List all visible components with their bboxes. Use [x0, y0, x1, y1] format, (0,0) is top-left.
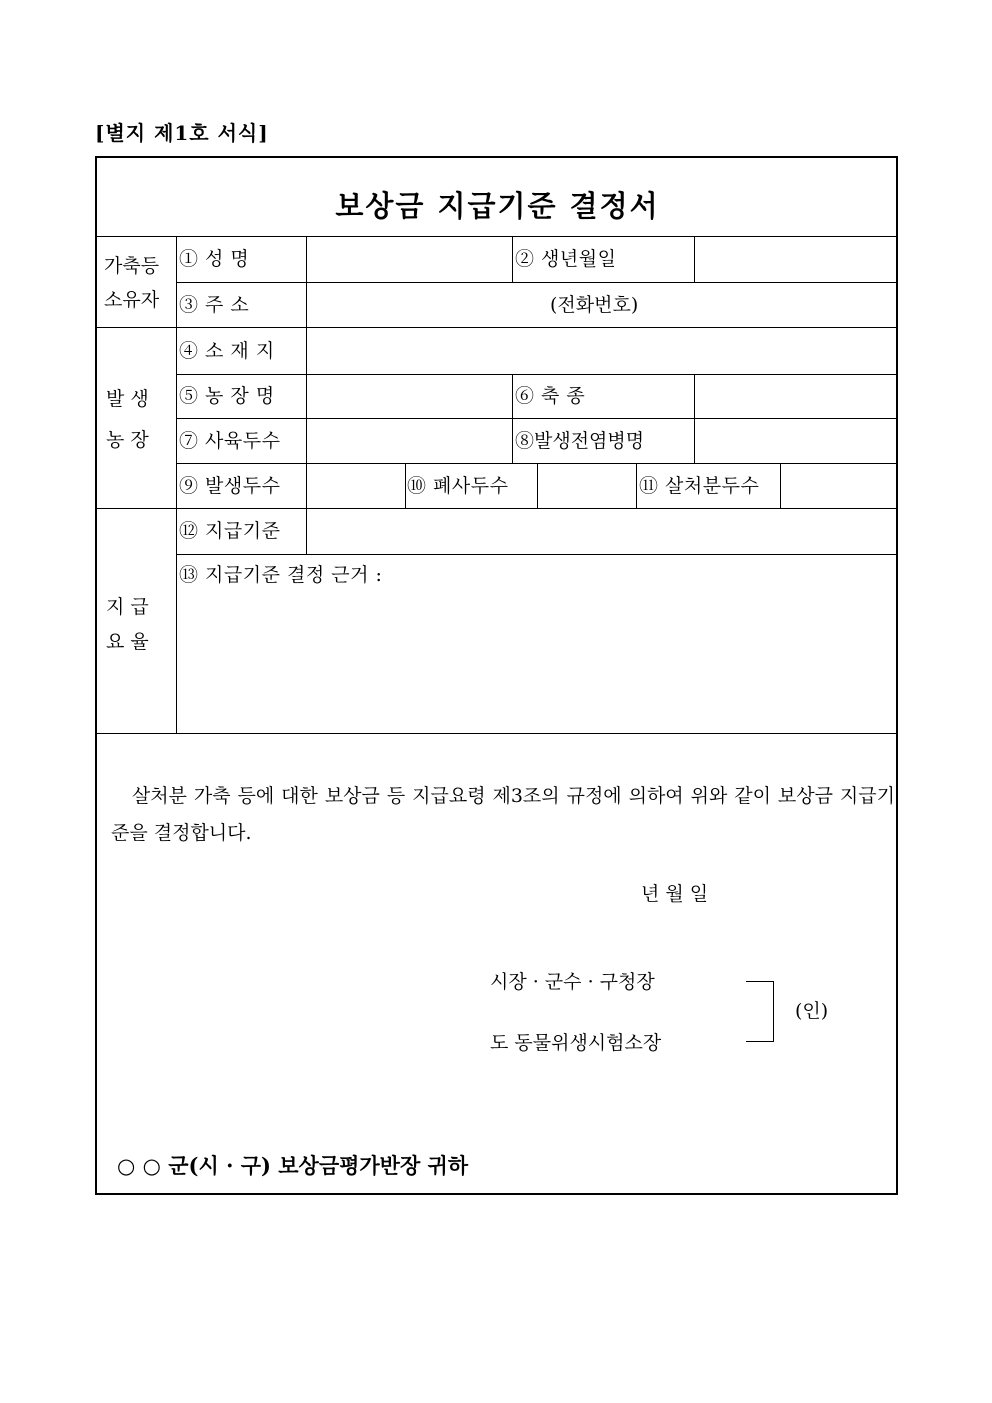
birth-date-label: ② 생년월일: [515, 248, 617, 270]
payment-row-divider: [176, 554, 898, 555]
address-label: ③ 주 소: [179, 294, 250, 316]
name-label: ① 성 명: [179, 248, 250, 270]
owner-row-divider: [176, 282, 898, 283]
owner-section-label-line2: 소유자: [104, 289, 160, 311]
decision-statement: [111, 778, 895, 852]
head-count-label: ⑦ 사육두수: [179, 430, 281, 452]
mid-column-divider-c: [512, 374, 513, 463]
mid-column-divider-a: [512, 236, 513, 282]
payment-basis-label: ⑬ 지급기준 결정 근거 :: [179, 564, 383, 586]
section-label-column-divider: [176, 236, 177, 733]
payment-section-label-line1: 지 급: [106, 596, 149, 618]
outbreak-count-label: ⑨ 발생두수: [179, 475, 281, 497]
culled-count-label: ⑪ 살처분두수: [639, 475, 760, 497]
table-bottom-divider: [97, 733, 898, 734]
count-divider-4: [780, 463, 781, 508]
mid-column-divider-b: [694, 236, 695, 282]
phone-number-label: (전화번호): [550, 294, 639, 316]
farm-section-divider: [97, 508, 898, 509]
disease-name-label: ⑧발생전염병명: [515, 430, 645, 452]
farm-name-label: ⑤ 농 장 명: [179, 385, 275, 407]
title-divider: [97, 236, 898, 237]
document-title: 보상금 지급기준 결정서: [335, 189, 660, 223]
count-divider-2: [537, 463, 538, 508]
seal-mark: (인): [795, 1000, 829, 1022]
owner-section-label-line1: 가축등: [104, 255, 160, 277]
location-label: ④ 소 재 지: [179, 340, 275, 362]
farm-section-label-line1: 발 생: [106, 388, 149, 410]
farm-section-label-line2: 농 장: [106, 429, 149, 451]
date-line: 년 월 일: [641, 883, 709, 905]
payment-criteria-label: ⑫ 지급기준: [179, 520, 281, 542]
owner-section-divider: [97, 327, 898, 328]
farm-row-divider-1: [176, 374, 898, 375]
form-number-label: [별지 제1호 서식]: [95, 121, 269, 145]
dead-count-label: ⑩ 폐사두수: [407, 475, 509, 497]
signer-mayor: 시장 · 군수 · 구청장: [490, 971, 655, 993]
signer-lab-director: 도 동물위생시험소장: [490, 1032, 662, 1054]
compensation-decision-form: [95, 156, 898, 1195]
decision-statement-text: 살처분 가축 등에 대한 보상금 등 지급요령 제3조의 규정에 의하여 위와 같이 보상금 지급기준을 결정합니다.: [111, 785, 895, 844]
count-divider-3: [636, 463, 637, 508]
farm-row-divider-2: [176, 418, 898, 419]
addressee-line: ○ ○ 군(시 · 구) 보상금평가반장 귀하: [117, 1153, 469, 1178]
field-label-column-divider: [306, 236, 307, 554]
mid-column-divider-d: [694, 374, 695, 463]
livestock-species-label: ⑥ 축 종: [515, 385, 586, 407]
count-divider-1: [405, 463, 406, 508]
payment-section-label-line2: 요 율: [106, 631, 149, 653]
signer-bracket: [746, 981, 774, 1042]
